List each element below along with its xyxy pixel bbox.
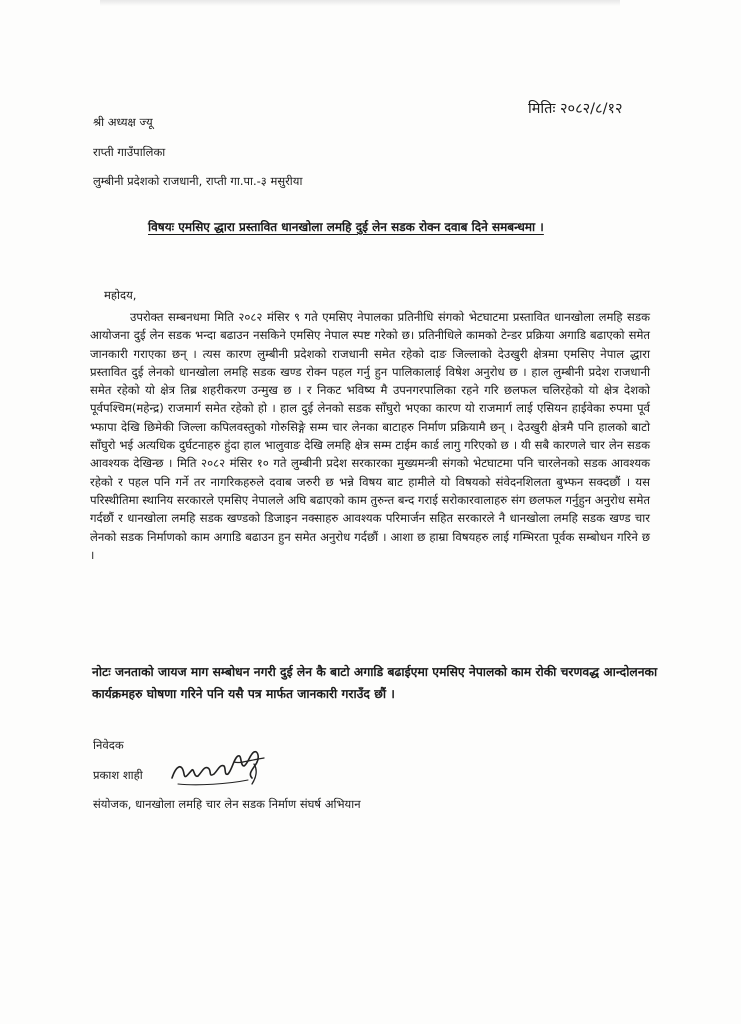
- sign-off: निवेदक: [93, 738, 124, 752]
- letter-date: मितिः २०८२/८/१२: [528, 101, 623, 117]
- recipient-office: राप्ती गाउँपालिका: [93, 145, 166, 159]
- scan-edge-shadow: [100, 0, 620, 6]
- salutation: महोदय,: [104, 288, 137, 302]
- recipient-address: लुम्बीनी प्रदेशको राजधानी, राप्ती गा.पा.-३ मसुरीया: [93, 174, 303, 188]
- letter-note: नोटः जनताको जायज माग सम्बोधन नगरी दुई लेन कै बाटो अगाडि बढाईएमा एमसिए नेपालको काम रोकी चरणवद्ध आन्दोलनका कार्यक्रमहरु घोषणा गरिने पनि यसै पत्र मार्फत जानकारी गराउँद छौं ।: [92, 665, 658, 701]
- signatory-name: प्रकाश शाही: [93, 768, 143, 782]
- recipient-title: श्री अध्यक्ष ज्यू: [93, 115, 153, 129]
- signatory-designation: संयोजक, धानखोला लमहि चार लेन सडक निर्माण संघर्ष अभियान: [93, 797, 361, 811]
- letter-body: उपरोक्त सम्बनधमा मिति २०८२ मंसिर ९ गते एमसिए नेपालका प्रतिनीधि संगको भेटघाटमा प्रस्तावित धानखोला लमहि सडक आयोजना दुई लेन सडक भन्दा बढाउन नसकिने एमसिए नेपाल स्पष्ट गरेको छ। प्रतिनीधिले कामको टेन्डर प्रक्रिया अगाडि बढाएको समेत जानकारी गराएका छन् । त्यस कारण लुम्बीनी प्रदेशको राजधानी समेत रहेको दाङ जिल्लाको देउखुरी क्षेत्रमा एमसिए नेपाल द्धारा प्रस्तावित दुई लेनको धानखोला लमहि सडक खण्ड रोक्न पहल गर्नु हुन पालिकालाई विषेश अनुरोध छ । हाल लुम्बीनी प्रदेश राजधानी समेत रहेको यो क्षेत्र तिब्र शहरीकरण उन्मुख छ । र निकट भविष्य मै उपनगरपालिका रहने गरि छलफल चलिरहेको यो क्षेत्र देशको पूर्वपश्चिम(महेन्द्र) राजमार्ग समेत रहेको हो । हाल दुई लेनको सडक साँघुरो भएका कारण यो राजमार्ग लाई एसियन हाईवेका रुपमा पूर्व भ्फापा देखि छिमेकी जिल्ला कपिलवस्तुको गोरुसिङ्गे सम्म चार लेनका बाटाहरु निर्माण प्रक्रियामै छन् । देउखुरी क्षेत्रमै पनि हालको बाटो साँघुरो भई अत्यधिक दुर्घटनाहरु हुंदा हाल भालुवाङ देखि लमहि क्षेत्र सम्म टाईम कार्ड लागु गरिएको छ । यी सबै कारणले चार लेन सडक आवश्यक देखिन्छ । मिति २०८२ मंसिर १० गते लुम्बीनी प्रदेश सरकारका मुख्यमन्त्री संगको भेटघाटमा पनि चारलेनको सडक आवश्यक रहेको र पहल पनि गर्ने तर नागरिकहरुले दवाब जरुरी छ भन्ने विषय बाट हामीले यो विषयको संवेदनशिलता बुभ्फन सक्दछौं । यस परिस्थीतिमा स्थानिय सरकारले एमसिए नेपालले अघि बढाएको काम तुरुन्त बन्द गराई सरोकारवालाहरु संग छलफल गर्नुहुन अनुरोध समेत गर्दछौं र धानखोला लमहि सडक खण्डको डिजाइन नक्साहरु आवश्यक परिमार्जन सहित सरकारले नै धानखोला लमहि सडक खण्ड चार लेनको सडक निर्माणको काम अगाडि बढाउन हुन समेत अनुरोध गर्दछौं । आशा छ हाम्रा विषयहरु लाई गम्भिरता पूर्वक सम्बोधन गरिने छ ।: [90, 310, 650, 562]
- letter-subject: विषयः एमसिए द्धारा प्रस्तावित धानखोला लमहि दुई लेन सडक रोक्न दवाब दिने समबन्धमा ।: [148, 220, 544, 234]
- handwritten-signature: [168, 744, 278, 790]
